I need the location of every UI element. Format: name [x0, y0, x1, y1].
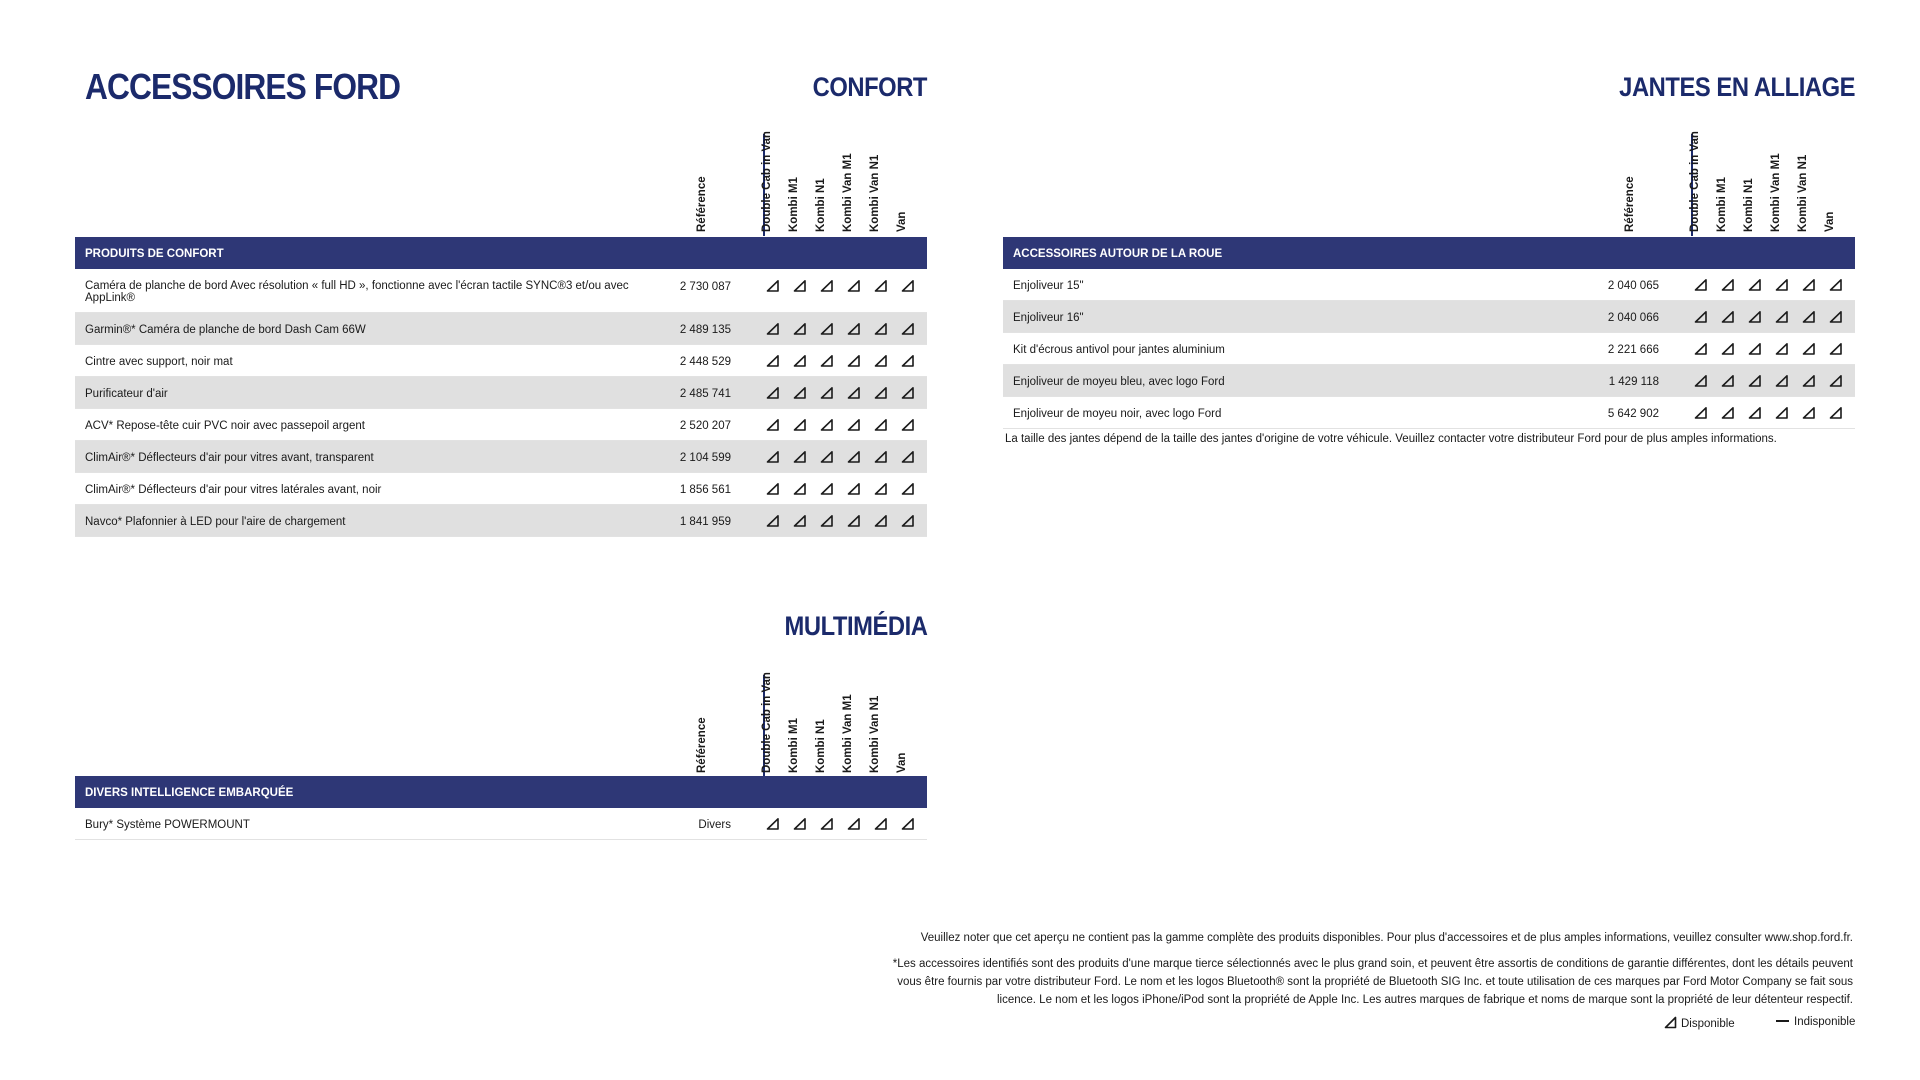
footer-disclaimer-line-3: licence. Le nom et les logos iPhone/iPod sont la propriété de Apple Inc. Les autres marques de fabrique et noms de marque sont la propriété de leur détenteur respectif. — [997, 994, 1853, 1006]
multimedia-column-headers — [75, 672, 927, 777]
column-header-label: Kombi M1 — [788, 177, 800, 232]
available-triangle-icon — [1721, 374, 1735, 388]
available-triangle-icon — [1802, 374, 1816, 388]
available-triangle-icon — [847, 450, 861, 464]
available-triangle-icon — [1829, 374, 1843, 388]
jantes-category-bar: ACCESSOIRES AUTOUR DE LA ROUE — [1003, 237, 1855, 269]
available-triangle-icon — [1694, 310, 1708, 324]
product-reference: 2 520 207 — [679, 420, 731, 432]
column-header-label: Kombi Van M1 — [842, 153, 854, 232]
available-triangle-icon — [1775, 406, 1789, 420]
available-triangle-icon — [901, 386, 915, 400]
legend-unavailable-label: Indisponible — [1794, 1016, 1856, 1028]
column-header-label: Référence — [696, 717, 708, 773]
table-row — [75, 377, 927, 409]
available-triangle-icon — [766, 418, 780, 432]
column-header-label: Double Cab in Van — [761, 131, 773, 232]
available-triangle-icon — [766, 279, 780, 293]
available-triangle-icon — [820, 482, 834, 496]
product-name: ClimAir®* Déflecteurs d'air pour vitres latérales avant, noir — [85, 484, 382, 496]
product-name: Navco* Plafonnier à LED pour l'aire de chargement — [85, 516, 346, 528]
available-triangle-icon — [901, 354, 915, 368]
column-header-model — [815, 673, 835, 773]
available-triangle-icon — [847, 279, 861, 293]
multimedia-rows — [75, 808, 927, 840]
column-header-label: Van — [1824, 211, 1836, 232]
product-reference: 2 489 135 — [679, 324, 731, 336]
available-triangle-icon — [820, 386, 834, 400]
available-triangle-icon — [874, 817, 888, 831]
column-header-label: Double Cab in Van — [1689, 131, 1701, 232]
available-triangle-icon — [1775, 278, 1789, 292]
unavailable-dash-icon — [1776, 1020, 1789, 1022]
table-row — [75, 269, 927, 313]
jantes-column-headers — [1003, 131, 1855, 236]
page-title: ACCESSOIRES FORD — [85, 66, 401, 107]
available-triangle-icon — [793, 817, 807, 831]
available-triangle-icon — [1664, 1016, 1677, 1029]
column-header-label: Kombi N1 — [1743, 178, 1755, 232]
available-triangle-icon — [820, 450, 834, 464]
product-name: Enjoliveur de moyeu noir, avec logo Ford — [1013, 408, 1222, 420]
column-header-model — [1716, 132, 1736, 232]
available-triangle-icon — [766, 482, 780, 496]
jantes-rows — [1003, 269, 1855, 429]
column-header-model — [842, 673, 862, 773]
product-reference: 5 642 902 — [1607, 408, 1659, 420]
available-triangle-icon — [1802, 406, 1816, 420]
available-triangle-icon — [1748, 278, 1762, 292]
legend-available — [1664, 1016, 1735, 1030]
available-triangle-icon — [793, 514, 807, 528]
product-reference: 2 448 529 — [679, 356, 731, 368]
available-triangle-icon — [1748, 374, 1762, 388]
available-triangle-icon — [1748, 342, 1762, 356]
table-row — [75, 345, 927, 377]
product-name: Cintre avec support, noir mat — [85, 356, 233, 368]
table-row — [1003, 269, 1855, 301]
confort-column-headers — [75, 131, 927, 236]
column-header-label: Van — [896, 752, 908, 773]
available-triangle-icon — [1694, 342, 1708, 356]
table-row — [75, 313, 927, 345]
available-triangle-icon — [901, 418, 915, 432]
product-reference: 2 040 066 — [1607, 312, 1659, 324]
available-triangle-icon — [847, 386, 861, 400]
available-triangle-icon — [874, 279, 888, 293]
available-triangle-icon — [1694, 278, 1708, 292]
column-header-label: Kombi Van N1 — [869, 695, 881, 773]
available-triangle-icon — [1775, 374, 1789, 388]
column-header-label: Kombi Van M1 — [1770, 153, 1782, 232]
available-triangle-icon — [1721, 278, 1735, 292]
column-header-label: Référence — [1624, 176, 1636, 232]
product-reference: 2 730 087 — [679, 281, 731, 293]
product-reference: 2 221 666 — [1607, 344, 1659, 356]
multimedia-category-bar: DIVERS INTELLIGENCE EMBARQUÉE — [75, 776, 927, 808]
available-triangle-icon — [847, 322, 861, 336]
available-triangle-icon — [901, 450, 915, 464]
available-triangle-icon — [847, 817, 861, 831]
table-row — [1003, 301, 1855, 333]
multimedia-title: MULTIMÉDIA — [784, 611, 927, 641]
available-triangle-icon — [793, 322, 807, 336]
available-triangle-icon — [793, 354, 807, 368]
column-header-model — [842, 132, 862, 232]
column-header-model — [815, 132, 835, 232]
available-triangle-icon — [1721, 310, 1735, 324]
confort-title: CONFORT — [812, 72, 927, 102]
available-triangle-icon — [793, 279, 807, 293]
product-reference: 1 429 118 — [1608, 376, 1659, 388]
jantes-title: JANTES EN ALLIAGE — [1619, 72, 1855, 102]
product-name: Bury* Système POWERMOUNT — [85, 819, 250, 831]
available-triangle-icon — [1694, 374, 1708, 388]
column-header-model — [1797, 132, 1817, 232]
available-triangle-icon — [874, 354, 888, 368]
confort-table — [75, 237, 927, 537]
available-triangle-icon — [847, 514, 861, 528]
confort-category-bar: PRODUITS DE CONFORT — [75, 237, 927, 269]
table-row — [1003, 397, 1855, 429]
column-header-label: Van — [896, 211, 908, 232]
column-header-label: Référence — [696, 176, 708, 232]
available-triangle-icon — [820, 514, 834, 528]
available-triangle-icon — [874, 386, 888, 400]
available-triangle-icon — [874, 418, 888, 432]
column-header-model — [1824, 132, 1844, 232]
available-triangle-icon — [901, 817, 915, 831]
column-header-model — [1743, 132, 1763, 232]
column-header-label: Double Cab in Van — [761, 672, 773, 773]
available-triangle-icon — [874, 322, 888, 336]
column-header-model — [761, 131, 781, 232]
available-triangle-icon — [766, 817, 780, 831]
available-triangle-icon — [1829, 342, 1843, 356]
jantes-size-note: La taille des jantes dépend de la taille des jantes d'origine de votre véhicule. Veuillez contacter votre distributeur Ford pour de plus amples informations. — [1005, 433, 1777, 445]
available-triangle-icon — [1829, 278, 1843, 292]
column-header-label: Kombi Van M1 — [842, 694, 854, 773]
table-row — [75, 441, 927, 473]
available-triangle-icon — [793, 450, 807, 464]
column-header-label: Kombi M1 — [788, 718, 800, 773]
available-triangle-icon — [874, 514, 888, 528]
column-header-reference — [1624, 132, 1644, 232]
product-reference: 2 104 599 — [679, 452, 731, 464]
table-row — [75, 808, 927, 840]
table-row — [1003, 333, 1855, 365]
product-name: ClimAir®* Déflecteurs d'air pour vitres avant, transparent — [85, 452, 374, 464]
product-name: Garmin®* Caméra de planche de bord Dash Cam 66W — [85, 324, 366, 336]
available-triangle-icon — [1829, 406, 1843, 420]
available-triangle-icon — [1802, 278, 1816, 292]
column-header-reference — [696, 673, 716, 773]
column-header-model — [896, 132, 916, 232]
available-triangle-icon — [901, 514, 915, 528]
legend-unavailable — [1776, 1016, 1855, 1028]
legend-available-label: Disponible — [1681, 1018, 1735, 1030]
product-name: ACV* Repose-tête cuir PVC noir avec passepoil argent — [85, 420, 365, 432]
table-row — [1003, 365, 1855, 397]
available-triangle-icon — [793, 386, 807, 400]
product-name: Enjoliveur de moyeu bleu, avec logo Ford — [1013, 376, 1225, 388]
product-name: Enjoliveur 15" — [1013, 280, 1084, 292]
available-triangle-icon — [1748, 406, 1762, 420]
column-header-model — [896, 673, 916, 773]
column-header-label: Kombi N1 — [815, 178, 827, 232]
available-triangle-icon — [1829, 310, 1843, 324]
confort-rows — [75, 269, 927, 537]
column-header-model — [761, 672, 781, 773]
column-header-reference — [696, 132, 716, 232]
product-reference: Divers — [698, 819, 731, 831]
column-header-model — [788, 132, 808, 232]
available-triangle-icon — [847, 354, 861, 368]
column-header-model — [788, 673, 808, 773]
available-triangle-icon — [1775, 310, 1789, 324]
available-triangle-icon — [1694, 406, 1708, 420]
available-triangle-icon — [1748, 310, 1762, 324]
available-triangle-icon — [901, 322, 915, 336]
available-triangle-icon — [820, 354, 834, 368]
available-triangle-icon — [874, 482, 888, 496]
product-reference: 2 485 741 — [679, 388, 731, 400]
available-triangle-icon — [766, 386, 780, 400]
available-triangle-icon — [847, 482, 861, 496]
available-triangle-icon — [766, 354, 780, 368]
available-triangle-icon — [1721, 342, 1735, 356]
available-triangle-icon — [1721, 406, 1735, 420]
product-reference: 2 040 065 — [1607, 280, 1659, 292]
product-reference: 1 856 561 — [679, 484, 731, 496]
column-header-label: Kombi Van N1 — [1797, 154, 1809, 232]
product-reference: 1 841 959 — [679, 516, 731, 528]
column-header-label: Kombi N1 — [815, 719, 827, 773]
available-triangle-icon — [793, 418, 807, 432]
available-triangle-icon — [766, 450, 780, 464]
available-triangle-icon — [874, 450, 888, 464]
available-triangle-icon — [766, 322, 780, 336]
available-triangle-icon — [1802, 342, 1816, 356]
column-header-model — [869, 673, 889, 773]
footer-disclaimer-line-2: vous être fournis par votre distributeur Ford. Le nom et les logos Bluetooth® sont la propriété de Bluetooth SIG Inc. et toute utilisation de ces marques par Ford Motor Company se fait sous — [897, 976, 1853, 988]
jantes-table — [1003, 237, 1855, 429]
column-header-model — [869, 132, 889, 232]
product-name: Enjoliveur 16" — [1013, 312, 1084, 324]
available-triangle-icon — [793, 482, 807, 496]
column-header-model — [1770, 132, 1790, 232]
available-triangle-icon — [820, 279, 834, 293]
table-row — [75, 505, 927, 537]
available-triangle-icon — [820, 418, 834, 432]
available-triangle-icon — [901, 482, 915, 496]
footer-availability-note: Veuillez noter que cet aperçu ne contient pas la gamme complète des produits disponibles. Pour plus d'accessoires et de plus amples informations, veuillez consulter www.shop.ford.fr. — [920, 932, 1853, 944]
footer-disclaimer-line-1: *Les accessoires identifiés sont des produits d'une marque tierce sélectionnés avec le plus grand soin, et peuvent être assortis de conditions de garantie différentes, dont les détails peuvent — [892, 958, 1853, 970]
product-name: Kit d'écrous antivol pour jantes aluminium — [1013, 344, 1225, 356]
column-header-label: Kombi Van N1 — [869, 154, 881, 232]
product-name: Caméra de planche de bord Avec résolution « full HD », fonctionne avec l'écran tactile SYNC®3 et/ou avec AppLink® — [85, 280, 629, 304]
column-header-model — [1689, 131, 1709, 232]
multimedia-table — [75, 776, 927, 840]
product-name: Purificateur d'air — [85, 388, 168, 400]
available-triangle-icon — [820, 817, 834, 831]
available-triangle-icon — [1775, 342, 1789, 356]
column-header-label: Kombi M1 — [1716, 177, 1728, 232]
available-triangle-icon — [1802, 310, 1816, 324]
available-triangle-icon — [901, 279, 915, 293]
table-row — [75, 473, 927, 505]
available-triangle-icon — [766, 514, 780, 528]
table-row — [75, 409, 927, 441]
available-triangle-icon — [820, 322, 834, 336]
available-triangle-icon — [847, 418, 861, 432]
